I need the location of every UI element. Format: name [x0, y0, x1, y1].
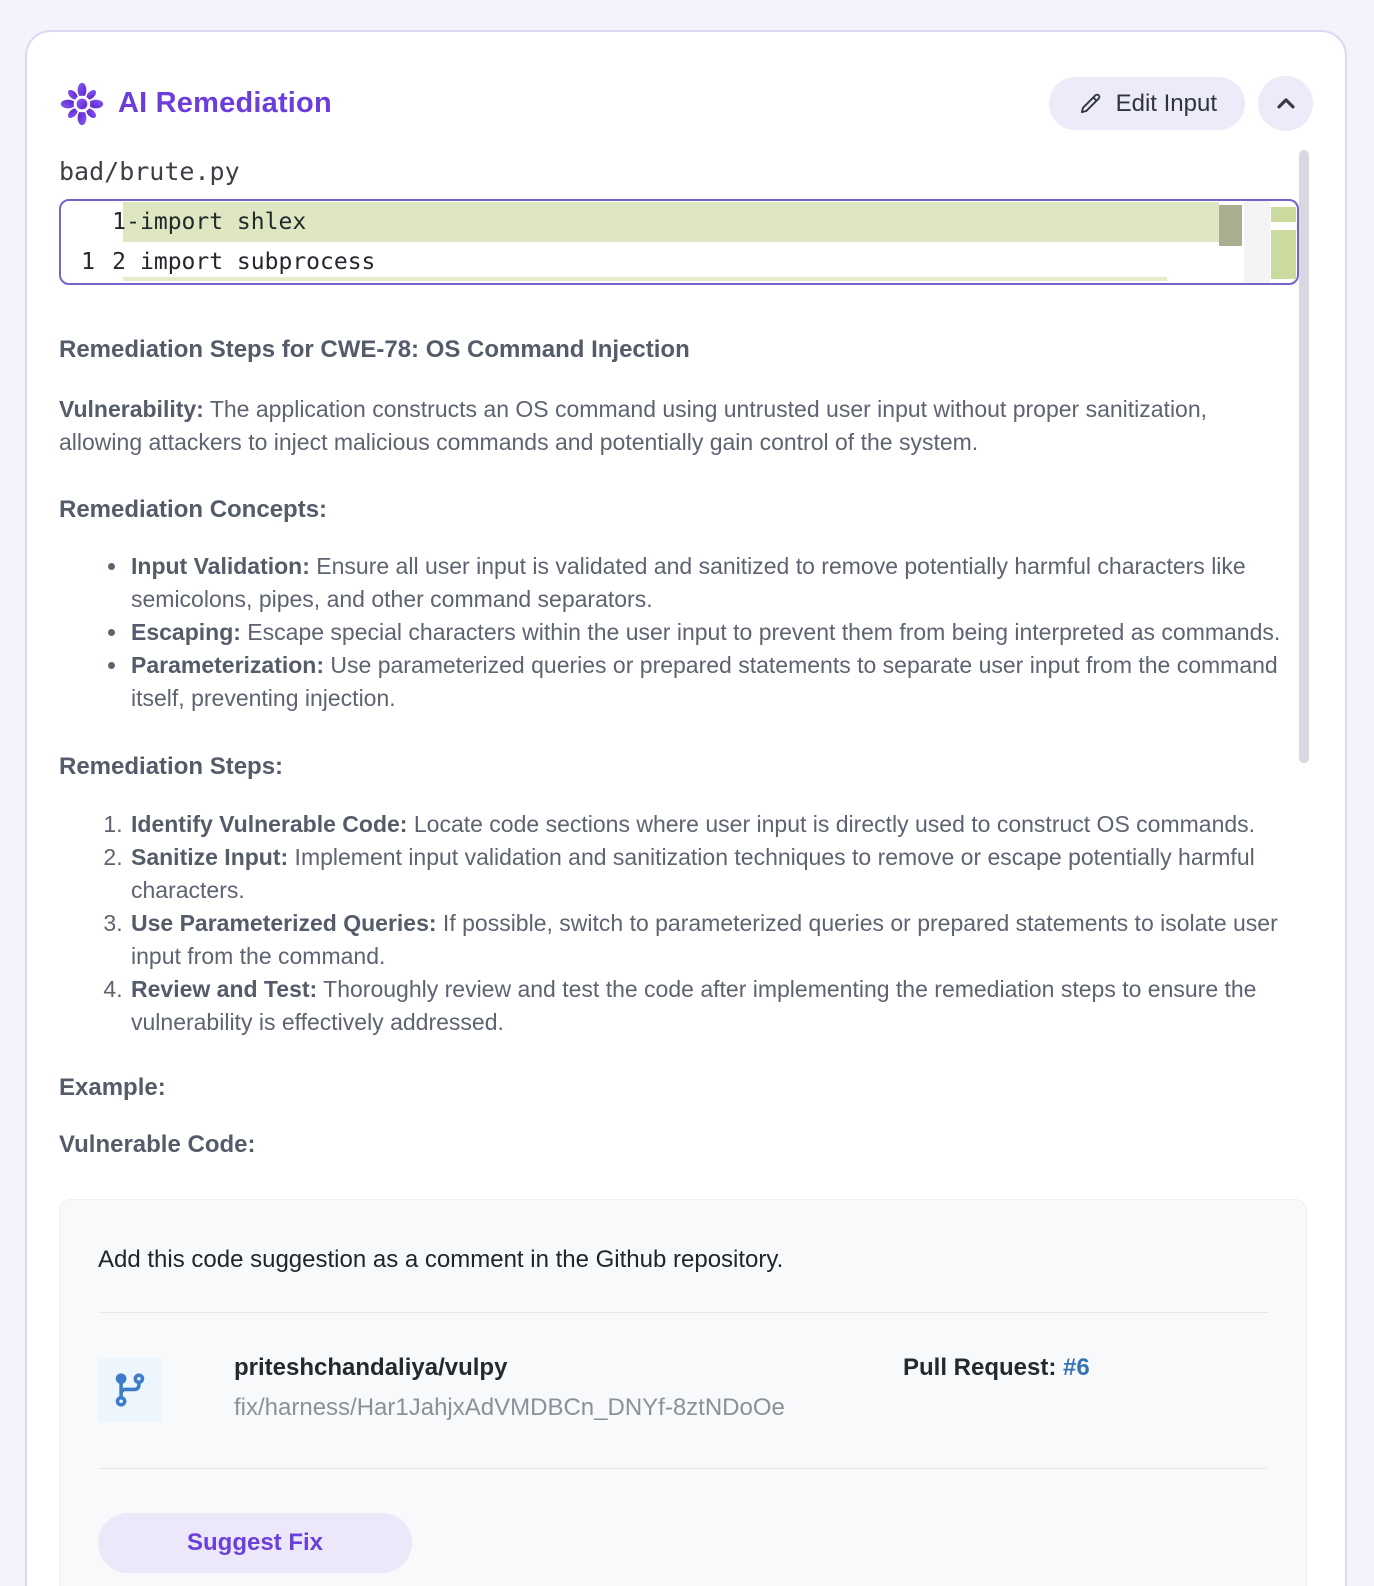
concepts-heading: Remediation Concepts:: [59, 496, 328, 523]
divider: [98, 1468, 1268, 1469]
chevron-up-icon: [1272, 90, 1300, 118]
editor-scrollbar-track[interactable]: [1244, 201, 1270, 283]
old-line-number: 1: [81, 249, 95, 275]
concept-text: Escape special characters within the user input to prevent them from being interpreted as commands.: [240, 619, 1281, 645]
header-left: [59, 81, 332, 127]
remediation-title: Remediation Steps for CWE-78: OS Command Injection: [59, 336, 690, 363]
concepts-list: [59, 550, 1285, 715]
concept-text: Ensure all user input is validated and sanitized to remove potentially harmful characters like semicolons, pipes, and other command separators.: [131, 553, 1246, 612]
pencil-icon: [1077, 91, 1103, 117]
list-item: [129, 973, 1285, 1039]
list-item: [129, 907, 1285, 973]
minimap-added-block: [1271, 230, 1296, 279]
step-term: Sanitize Input:: [131, 844, 289, 870]
pull-request-label: Pull Request:: [903, 1354, 1057, 1381]
step-term: Review and Test:: [131, 976, 318, 1002]
diff-line-context: [61, 243, 1297, 281]
edit-input-button[interactable]: [1049, 77, 1245, 130]
list-item: [129, 616, 1285, 649]
list-item: [129, 649, 1285, 715]
vulnerable-code-heading: Vulnerable Code:: [59, 1131, 256, 1158]
step-text: Thoroughly review and test the code after implementing the remediation steps to ensure the vulnerability is effectively addressed.: [131, 976, 1257, 1035]
list-item: [129, 841, 1285, 907]
step-text: If possible, switch to parameterized queries or prepared statements to isolate user input from the command.: [131, 910, 1278, 969]
steps-heading: Remediation Steps:: [59, 753, 284, 780]
repository-info: [98, 1354, 903, 1422]
example-heading: Example:: [59, 1074, 166, 1101]
header-actions: [1049, 76, 1313, 131]
vulnerability-text: The application constructs an OS command using untrusted user input without proper sanitization, allowing attackers to inject malicious commands and potentially gain control of the system.: [59, 396, 1208, 455]
diff-line-added: [61, 203, 1297, 241]
collapse-panel-button[interactable]: [1258, 76, 1313, 131]
concept-term: Escaping:: [131, 619, 241, 645]
code-diff-editor[interactable]: [59, 199, 1299, 285]
new-line-number: 2: [112, 249, 126, 275]
step-text: Locate code sections where user input is directly used to construct OS commands.: [407, 811, 1256, 837]
editor-scrollbar-thumb[interactable]: [1219, 205, 1242, 246]
list-item: [129, 550, 1285, 616]
concept-term: Parameterization:: [131, 652, 325, 678]
github-instruction: Add this code suggestion as a comment in the Github repository.: [98, 1246, 784, 1273]
code-line: import shlex: [140, 209, 307, 235]
concept-text: Use parameterized queries or prepared statements to separate user input from the command itself, preventing injection.: [131, 652, 1278, 711]
pull-request-info: [903, 1354, 1090, 1382]
vulnerability-label: Vulnerability:: [59, 396, 204, 422]
page-scrollbar-thumb[interactable]: [1299, 150, 1309, 763]
repository-row: [98, 1313, 1268, 1468]
git-branch-icon: [111, 1371, 149, 1409]
step-term: Use Parameterized Queries:: [131, 910, 437, 936]
step-text: Implement input validation and sanitization techniques to remove or escape potentially harmful characters.: [131, 844, 1255, 903]
panel-header: [59, 76, 1313, 131]
list-item: [129, 808, 1285, 841]
file-path: bad/brute.py: [59, 157, 240, 186]
edit-input-label: Edit Input: [1115, 89, 1217, 117]
code-line: import subprocess: [140, 249, 376, 275]
step-term: Identify Vulnerable Code:: [131, 811, 408, 837]
minimap-added-block: [1271, 207, 1296, 222]
suggest-fix-button[interactable]: Suggest Fix: [98, 1513, 412, 1573]
concept-term: Input Validation:: [131, 553, 310, 579]
repo-name: priteshchandaliya/vulpy: [234, 1354, 508, 1381]
pull-request-link[interactable]: #6: [1063, 1354, 1090, 1381]
ai-flower-icon: [59, 81, 105, 127]
github-suggestion-card: [59, 1199, 1307, 1586]
repo-names: [234, 1354, 785, 1422]
diff-marker: -: [126, 209, 140, 235]
page-title: AI Remediation: [118, 87, 332, 119]
diff-next-line-sliver: [123, 277, 1167, 281]
vulnerability-paragraph: [59, 393, 1285, 459]
new-line-number: 1: [112, 209, 126, 235]
steps-list: [59, 808, 1285, 1039]
ai-remediation-panel: [25, 30, 1347, 1586]
remediation-content: [59, 335, 1285, 1160]
repo-icon-tile: [98, 1358, 162, 1422]
branch-name: fix/harness/Har1JahjxAdVMDBCn_DNYf-8ztNDoOe: [234, 1394, 785, 1421]
